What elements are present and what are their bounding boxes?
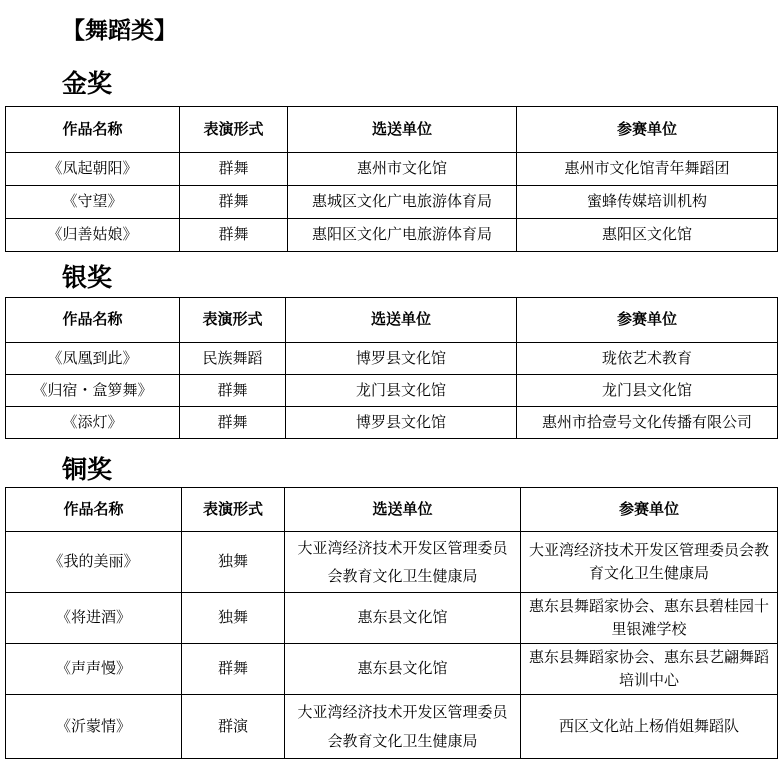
header-performance-form: 表演形式 (182, 488, 285, 532)
cell-participating-unit: 惠东县舞蹈家协会、惠东县碧桂园十里银滩学校 (521, 593, 778, 644)
silver-award-heading: 银奖 (62, 263, 113, 292)
cell-submitting-unit: 惠东县文化馆 (285, 644, 521, 695)
cell-participating-unit: 惠东县舞蹈家协会、惠东县艺翩舞蹈培训中心 (521, 644, 778, 695)
table-row (6, 375, 778, 407)
cell-performance-form: 独舞 (182, 593, 285, 644)
cell-performance-form: 群舞 (180, 153, 288, 186)
table-row (6, 186, 778, 219)
table-row (6, 219, 778, 252)
cell-submitting-unit: 惠阳区文化广电旅游体育局 (288, 219, 517, 252)
silver-award-table (5, 297, 778, 439)
cell-work-name: 《沂蒙情》 (6, 695, 182, 759)
cell-participating-unit: 惠州市文化馆青年舞蹈团 (517, 153, 778, 186)
cell-work-name: 《声声慢》 (6, 644, 182, 695)
cell-performance-form: 群舞 (182, 644, 285, 695)
table-header-row (6, 298, 778, 343)
table-row (6, 695, 778, 759)
cell-participating-unit: 龙门县文化馆 (517, 375, 778, 407)
cell-work-name: 《凤凰到此》 (6, 343, 180, 375)
bronze-award-heading: 铜奖 (62, 455, 113, 484)
cell-performance-form: 群演 (182, 695, 285, 759)
header-participating-unit: 参赛单位 (517, 298, 778, 343)
cell-participating-unit: 惠阳区文化馆 (517, 219, 778, 252)
header-work-name: 作品名称 (6, 107, 180, 153)
cell-submitting-unit: 惠东县文化馆 (285, 593, 521, 644)
header-participating-unit: 参赛单位 (517, 107, 778, 153)
table-row (6, 343, 778, 375)
cell-submitting-unit: 惠城区文化广电旅游体育局 (288, 186, 517, 219)
cell-submitting-unit: 龙门县文化馆 (286, 375, 517, 407)
cell-work-name: 《我的美丽》 (6, 532, 182, 593)
gold-award-heading: 金奖 (62, 69, 113, 98)
cell-participating-unit: 蜜蜂传媒培训机构 (517, 186, 778, 219)
cell-performance-form: 群舞 (180, 375, 286, 407)
cell-performance-form: 独舞 (182, 532, 285, 593)
table-row (6, 407, 778, 439)
cell-performance-form: 民族舞蹈 (180, 343, 286, 375)
cell-submitting-unit: 博罗县文化馆 (286, 407, 517, 439)
cell-participating-unit: 西区文化站上杨俏姐舞蹈队 (521, 695, 778, 759)
gold-award-table (5, 106, 778, 252)
cell-participating-unit: 惠州市拾壹号文化传播有限公司 (517, 407, 778, 439)
cell-work-name: 《添灯》 (6, 407, 180, 439)
category-heading: 【舞蹈类】 (62, 18, 177, 44)
cell-participating-unit: 大亚湾经济技术开发区管理委员会教育文化卫生健康局 (521, 532, 778, 593)
header-submitting-unit: 选送单位 (288, 107, 517, 153)
table-row (6, 593, 778, 644)
table-row (6, 644, 778, 695)
header-participating-unit: 参赛单位 (521, 488, 778, 532)
header-submitting-unit: 选送单位 (285, 488, 521, 532)
cell-participating-unit: 珑依艺术教育 (517, 343, 778, 375)
table-header-row (6, 107, 778, 153)
cell-submitting-unit: 大亚湾经济技术开发区管理委员会教育文化卫生健康局 (285, 695, 521, 759)
header-work-name: 作品名称 (6, 488, 182, 532)
cell-performance-form: 群舞 (180, 219, 288, 252)
table-row (6, 153, 778, 186)
bronze-award-table (5, 487, 778, 759)
cell-performance-form: 群舞 (180, 186, 288, 219)
cell-submitting-unit: 大亚湾经济技术开发区管理委员会教育文化卫生健康局 (285, 532, 521, 593)
header-performance-form: 表演形式 (180, 107, 288, 153)
header-submitting-unit: 选送单位 (286, 298, 517, 343)
header-performance-form: 表演形式 (180, 298, 286, 343)
cell-submitting-unit: 博罗县文化馆 (286, 343, 517, 375)
cell-work-name: 《将进酒》 (6, 593, 182, 644)
table-header-row (6, 488, 778, 532)
cell-submitting-unit: 惠州市文化馆 (288, 153, 517, 186)
cell-work-name: 《守望》 (6, 186, 180, 219)
table-row (6, 532, 778, 593)
cell-work-name: 《归宿・盒箩舞》 (6, 375, 180, 407)
cell-work-name: 《归善姑娘》 (6, 219, 180, 252)
cell-work-name: 《凤起朝阳》 (6, 153, 180, 186)
cell-performance-form: 群舞 (180, 407, 286, 439)
header-work-name: 作品名称 (6, 298, 180, 343)
